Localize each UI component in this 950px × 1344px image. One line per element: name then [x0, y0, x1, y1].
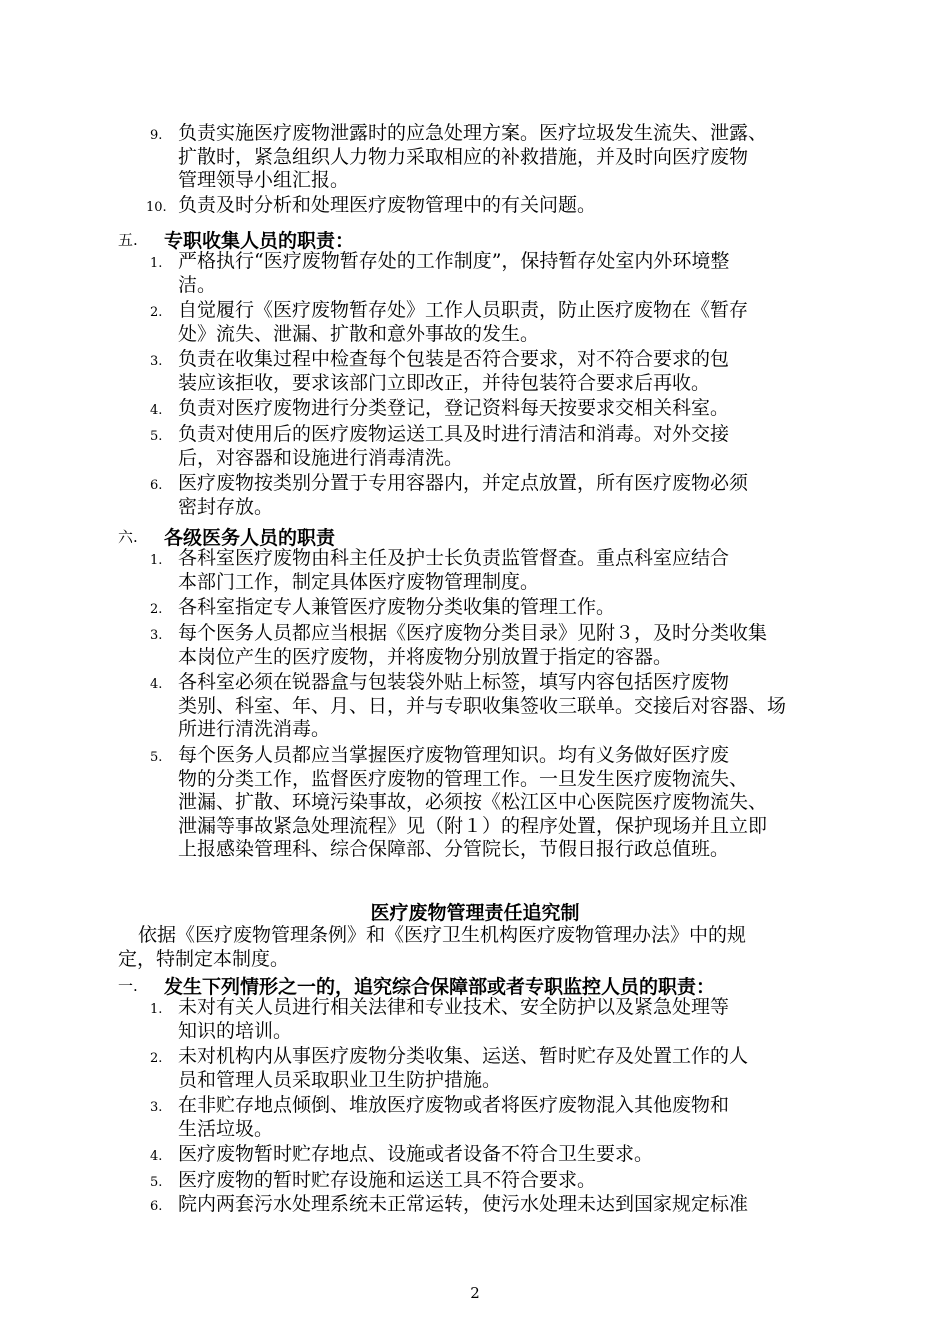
item-number: 2. — [150, 305, 163, 320]
item-text: 院内两套污水处理系统未正常运转，使污水处理未达到国家规定标准 — [178, 1193, 749, 1215]
section-title: 发生下列情形之一的，追究综合保障部或者专职监控人员的职责： — [164, 976, 716, 998]
section-heading — [0, 523, 950, 547]
list-item — [0, 1143, 950, 1169]
item-text: 负责及时分析和处理医疗废物管理中的有关问题。 — [178, 194, 597, 216]
item-number: 5. — [150, 750, 163, 765]
item-number: 6. — [150, 1199, 163, 1214]
list-item — [0, 397, 950, 423]
list-item — [0, 423, 950, 472]
item-text: 负责在收集过程中检查每个包装是否符合要求，对不符合要求的包 装应该拒收，要求该部门立即改正，并待包装符合要求后再收。 — [178, 348, 730, 394]
list-item — [0, 996, 950, 1045]
item-number: 1. — [150, 1002, 163, 1017]
item-text: 负责对医疗废物进行分类登记，登记资料每天按要求交相关科室。 — [178, 397, 730, 419]
section-one — [0, 970, 950, 1219]
list-item — [0, 472, 950, 521]
intro-paragraph: 依据《医疗废物管理条例》和《医疗卫生机构医疗废物管理办法》中的规 定，特制定本制度。 — [118, 924, 747, 970]
list-item — [0, 1094, 950, 1143]
section-number: 五. — [118, 231, 138, 249]
section-title: 各级医务人员的职责 — [164, 527, 336, 549]
item-number: 1. — [150, 256, 163, 271]
item-text: 医疗废物暂时贮存地点、设施或者设备不符合卫生要求。 — [178, 1143, 654, 1165]
page-number: 2 — [470, 1284, 480, 1302]
list-item — [0, 671, 950, 744]
list-item — [0, 547, 950, 596]
item-number: 3. — [150, 354, 163, 369]
list-item — [0, 194, 950, 220]
item-text: 每个医务人员都应当根据《医疗废物分类目录》见附３，及时分类收集 本岗位产生的医疗废物，并将废物分别放置于指定的容器。 — [178, 622, 768, 668]
list-item — [0, 122, 950, 194]
list-item — [0, 299, 950, 348]
item-number: 6. — [150, 478, 163, 493]
item-number: 5. — [150, 1175, 163, 1190]
item-number: 2. — [150, 602, 163, 617]
item-number: 4. — [150, 403, 163, 418]
item-text: 医疗废物按类别分置于专用容器内，并定点放置，所有医疗废物必须 密封存放。 — [178, 472, 749, 518]
list-item — [0, 1193, 950, 1219]
item-text: 各科室指定专人兼管医疗废物分类收集的管理工作。 — [178, 596, 616, 618]
list-item — [0, 744, 950, 864]
item-text: 未对有关人员进行相关法律和专业技术、安全防护以及紧急处理等 知识的培训。 — [178, 996, 730, 1042]
section-five — [0, 224, 950, 521]
list-item — [0, 348, 950, 397]
item-text: 在非贮存地点倾倒、堆放医疗废物或者将医疗废物混入其他废物和 生活垃圾。 — [178, 1094, 730, 1140]
section-title: 专职收集人员的职责： — [164, 230, 355, 252]
section-heading — [0, 972, 950, 996]
list-item — [0, 1169, 950, 1193]
item-text: 每个医务人员都应当掌握医疗废物管理知识。均有义务做好医疗废 物的分类工作，监督医疗废物的管理工作。一旦发生医疗废物流失、 泄漏、扩散、环境污染事故，必须按《松江区中心医院医疗废物流失、 泄漏等事故紧急处理流程》见（附１）的程序处置，保护现场并且立即 上报感染管理科、综合保障部、分管院长，节假日报行政总值班。 — [178, 744, 768, 860]
section-six — [0, 521, 950, 864]
item-number: 5. — [150, 429, 163, 444]
list-item — [0, 250, 950, 299]
top-items — [0, 122, 950, 220]
section-heading — [0, 226, 950, 250]
item-text: 负责实施医疗废物泄露时的应急处理方案。医疗垃圾发生流失、泄露、 扩散时，紧急组织人力物力采取相应的补救措施，并及时向医疗废物 管理领导小组汇报。 — [178, 122, 768, 191]
item-number: 2. — [150, 1051, 163, 1066]
list-item — [0, 596, 950, 622]
item-text: 医疗废物的暂时贮存设施和运送工具不符合要求。 — [178, 1169, 597, 1191]
item-text: 自觉履行《医疗废物暂存处》工作人员职责，防止医疗废物在《暂存 处》流失、泄漏、扩散和意外事故的发生。 — [178, 299, 749, 345]
item-number: 3. — [150, 1100, 163, 1115]
item-number: 3. — [150, 628, 163, 643]
doc-title: 医疗废物管理责任追究制 — [370, 902, 580, 924]
item-number: 4. — [150, 677, 163, 692]
item-number: 10. — [146, 200, 167, 215]
section-number: 六. — [118, 528, 138, 546]
list-item — [0, 622, 950, 671]
list-item — [0, 1045, 950, 1094]
section-number: 一. — [118, 977, 138, 995]
item-text: 负责对使用后的医疗废物运送工具及时进行清洁和消毒。对外交接 后，对容器和设施进行消毒清洗。 — [178, 423, 730, 469]
item-number: 1. — [150, 553, 163, 568]
item-text: 未对机构内从事医疗废物分类收集、运送、暂时贮存及处置工作的人 员和管理人员采取职业卫生防护措施。 — [178, 1045, 749, 1091]
item-text: 各科室必须在锐器盒与包装袋外贴上标签，填写内容包括医疗废物 类别、科室、年、月、日，并与专职收集签收三联单。交接后对容器、场 所进行清洗消毒。 — [178, 671, 787, 740]
item-text: 严格执行“医疗废物暂存处的工作制度”，保持暂存处室内外环境整 洁。 — [178, 250, 730, 296]
item-number: 9. — [150, 128, 163, 143]
item-text: 各科室医疗废物由科主任及护士长负责监管督查。重点科室应结合 本部门工作，制定具体医疗废物管理制度。 — [178, 547, 730, 593]
item-number: 4. — [150, 1149, 163, 1164]
